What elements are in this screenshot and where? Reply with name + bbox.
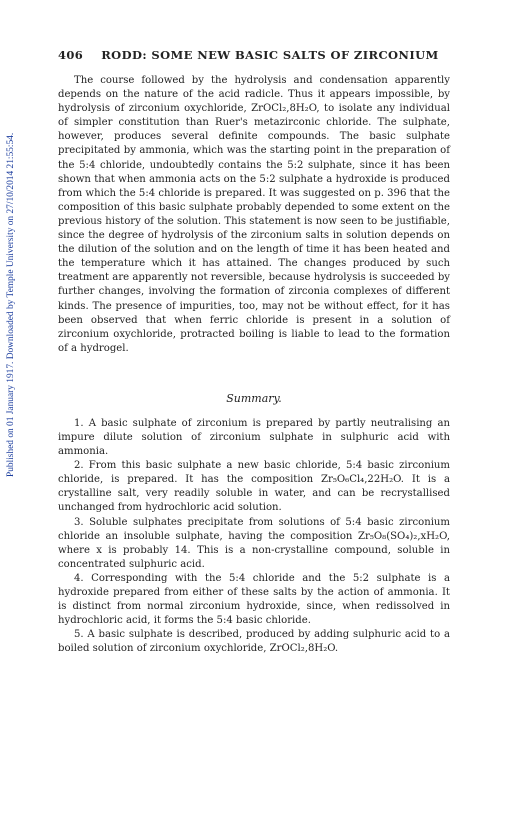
download-watermark: Published on 01 January 1917. Downloaded by Temple University on 27/10/2014 21:55:54. [6, 132, 16, 478]
page-number: 406 [58, 48, 84, 62]
summary-heading: Summary. [226, 391, 282, 405]
summary-item-2: 2. From this basic sulphate a new basic chloride, 5:4 basic zirconium chloride, is prepared. It has the composition Zr₅O₆Cl₄,22H₂O. It is a crystalline salt, very readily soluble in water, and can be recrystallised unchanged from hydrochloric acid solution. [58, 460, 450, 514]
running-header [58, 48, 450, 62]
summary-item-3: 3. Soluble sulphates precipitate from solutions of 5:4 basic zirconium chloride an insoluble sulphate, having the composition Zr₅O₈(SO₄)₂,xH₂O, where x is probably 14. This is a non-crystalline compound, soluble in concentrated sulphuric acid. [58, 516, 450, 570]
summary-item-4: 4. Corresponding with the 5:4 chloride and the 5:2 sulphate is a hydroxide prepared from either of these salts by the action of ammonia. It is distinct from normal zirconium hydroxide, since, when redissolved in hydrochloric acid, it forms the 5:4 basic chloride. [58, 572, 450, 627]
body-paragraph: The course followed by the hydrolysis and condensation apparently depends on the nature of the acid radicle. Thus it appears impossible, by hydrolysis of zirconium oxychloride, ZrOCl₂,8H₂O, to isolate any individual of simpler constitution than Ruer's metazirconic chloride. The sulphate, however, produces several definite compounds. The basic sulphate precipitated by ammonia, which was the starting point in the preparation of the 5:4 chloride, undoubtedly contains the 5:2 sulphate, since it has been shown that when ammonia acts on the 5:2 sulphate a hydroxide is produced from which the 5:4 chloride is prepared. It was suggested on p. 396 that the composition of this basic sulphate probably depended to some extent on the previous history of the solution. This statement is now seen to be justifiable, since the degree of hydrolysis of the zirconium salts in solution depends on the dilution of the solution and on the length of time it has been heated and the temperature which it has attained. The changes produced by such treatment are apparently not reversible, because hydrolysis is succeeded by further changes, involving the formation of zirconia complexes of different kinds. The presence of impurities, too, may not be without effect, for it has been observed that when ferric chloride is present in a solution of zirconium oxychloride, protracted boiling is liable to lead to the formation of a hydrogel. [58, 75, 450, 354]
summary-item-5: 5. A basic sulphate is described, produced by adding sulphuric acid to a boiled solution of zirconium oxychloride, ZrOCl₂,8H₂O. [58, 629, 450, 655]
summary-list [58, 417, 450, 657]
running-title: RODD: SOME NEW BASIC SALTS OF ZIRCONIUM [101, 48, 439, 62]
page-content [58, 48, 450, 656]
summary-item-1: 1. A basic sulphate of zirconium is prepared by partly neutralising an impure dilute solution of zirconium sulphate in sulphuric acid with ammonia. [58, 417, 450, 458]
